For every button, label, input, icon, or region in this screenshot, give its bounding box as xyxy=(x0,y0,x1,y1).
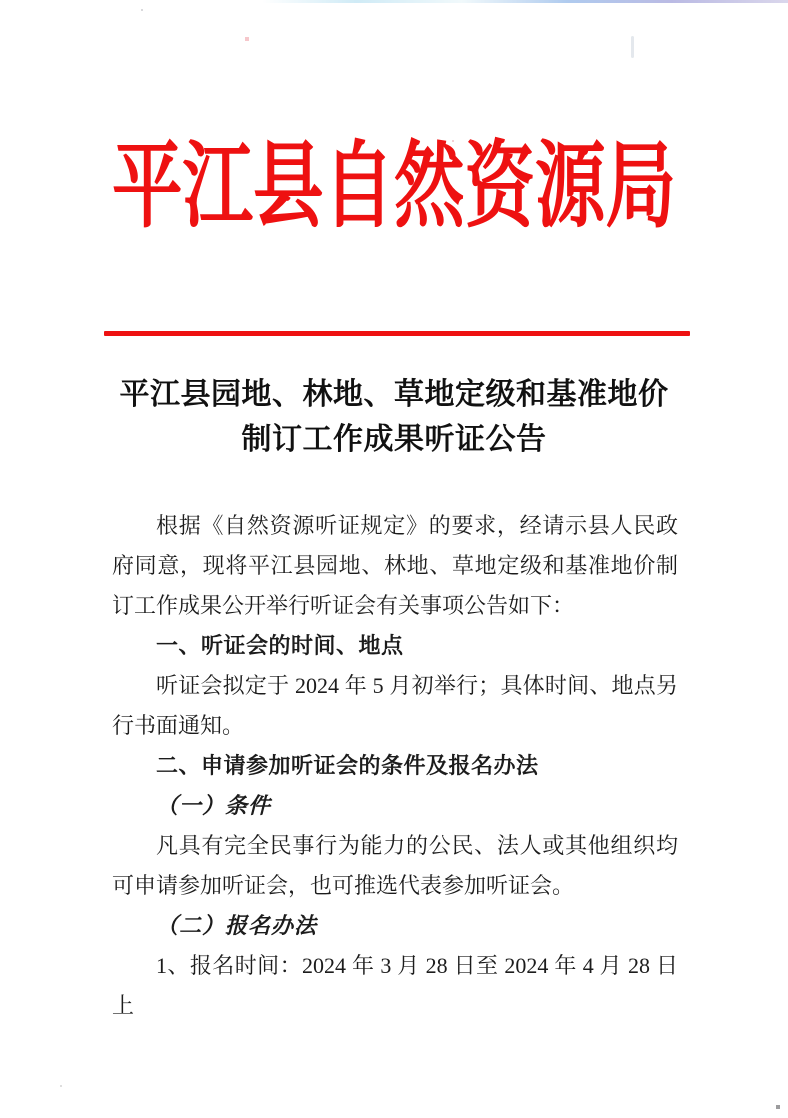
document-title-line1: 平江县园地、林地、草地定级和基准地价 xyxy=(119,378,669,411)
scan-artifact-mark xyxy=(631,36,634,58)
paragraph-registration-time: 1、报名时间：2024 年 3 月 28 日至 2024 年 4 月 28 日上 xyxy=(112,953,678,1018)
paragraph-hearing-time: 听证会拟定于 2024 年 5 月初举行；具体时间、地点另行书面通知。 xyxy=(112,673,678,738)
document-title xyxy=(64,372,724,462)
document-body xyxy=(112,506,678,1026)
document-title-line2: 制订工作成果听证公告 xyxy=(241,423,547,456)
agency-letterhead: 平江县自然资源局 xyxy=(111,135,676,239)
scan-artifact-top-edge xyxy=(262,0,788,3)
red-divider xyxy=(104,331,690,336)
heading-section-1-time-place: 一、听证会的时间、地点 xyxy=(156,633,404,658)
paragraph-intro: 根据《自然资源听证规定》的要求，经请示县人民政府同意，现将平江县园地、林地、草地定级和基准地价制订工作成果公开举行听证会有关事项公告如下： xyxy=(112,513,678,618)
paragraph-condition: 凡具有完全民事行为能力的公民、法人或其他组织均可申请参加听证会，也可推选代表参加听证会。 xyxy=(112,833,678,898)
heading-sub-registration: （二）报名办法 xyxy=(156,913,318,938)
heading-sub-condition: （一）条件 xyxy=(156,793,272,818)
heading-section-2-conditions: 二、申请参加听证会的条件及报名办法 xyxy=(156,753,539,778)
scan-artifact-specks xyxy=(0,0,2,2)
